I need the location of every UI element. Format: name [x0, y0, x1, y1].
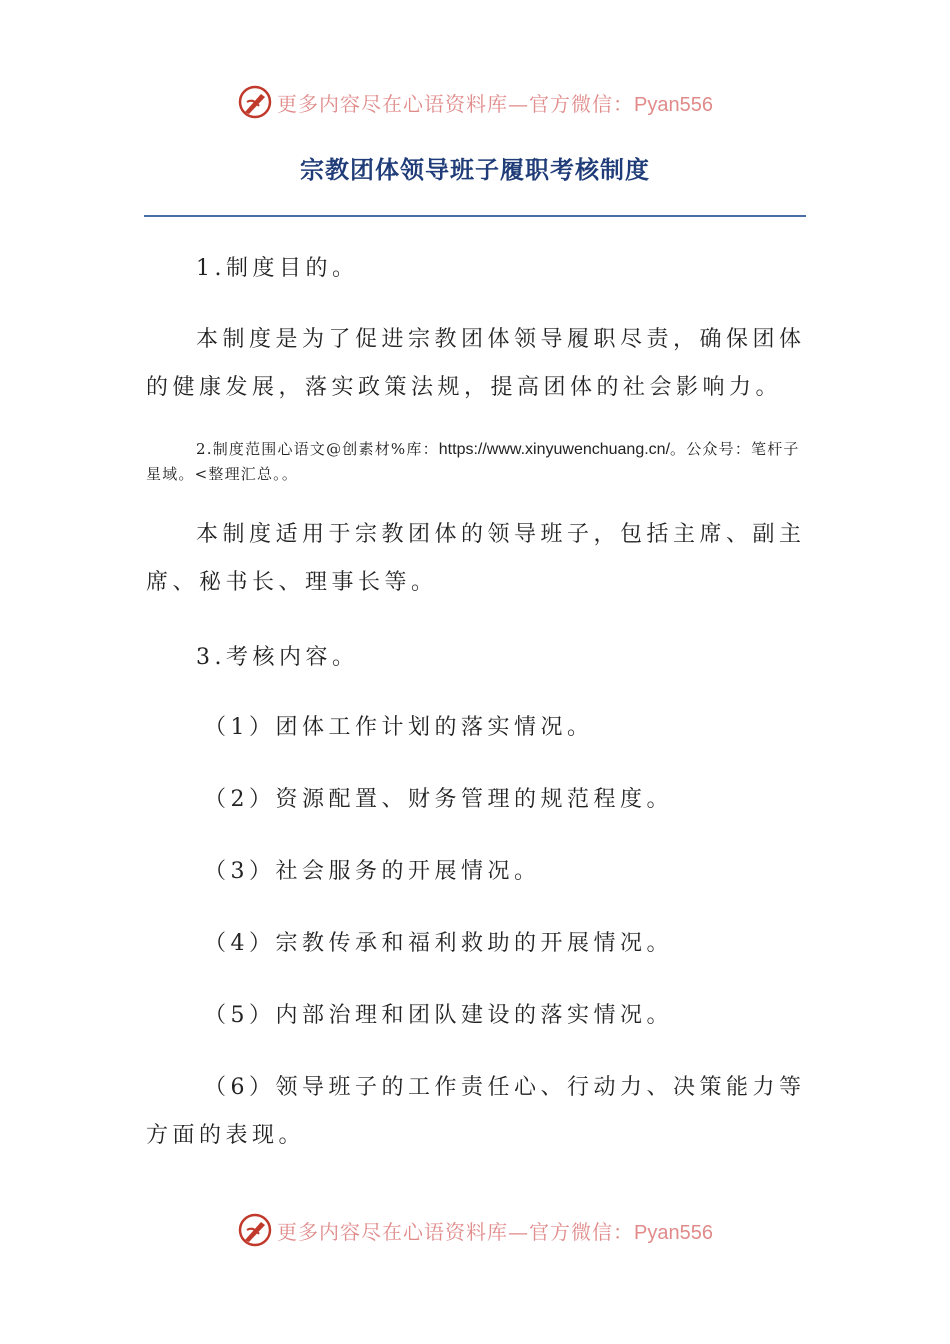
paragraph-content-heading: 3.考核内容。: [196, 645, 359, 670]
scope-url: https://www.xinyuwenchuang.cn/: [438, 441, 671, 458]
header-banner: [0, 82, 950, 122]
list-item-3: （3）社会服务的开展情况。: [204, 859, 541, 884]
banner-label: 更多内容尽在心语资料库—官方微信：: [277, 1219, 635, 1244]
banner-text: [277, 88, 713, 117]
banner-label: 更多内容尽在心语资料库—官方微信：: [277, 91, 635, 116]
list-item-5: （5）内部治理和团队建设的落实情况。: [204, 1003, 673, 1028]
scope-suffix: 。公众号：笔杆子星域。<整理汇总。。: [146, 440, 800, 483]
banner-wechat: Pyan556: [634, 1221, 713, 1244]
paragraph-purpose-body: 本制度是为了促进宗教团体领导履职尽责，确保团体的健康发展，落实政策法规，提高团体的社会影响力。: [146, 327, 806, 400]
pen-logo-icon: [237, 1212, 273, 1248]
pen-logo-icon: [237, 84, 273, 120]
scope-prefix: 2.制度范围心语文@创素材%库：: [196, 440, 439, 458]
list-item-2: （2）资源配置、财务管理的规范程度。: [204, 787, 673, 812]
title-divider: [144, 215, 806, 217]
list-item-6: （6）领导班子的工作责任心、行动力、决策能力等方面的表现。: [146, 1075, 806, 1148]
paragraph-scope-body: 本制度适用于宗教团体的领导班子，包括主席、副主席、秘书长、理事长等。: [146, 522, 806, 595]
banner-text: [277, 1216, 713, 1245]
page-title: 宗教团体领导班子履职考核制度: [300, 156, 650, 184]
list-item-4: （4）宗教传承和福利救助的开展情况。: [204, 931, 673, 956]
list-item-1: （1）团体工作计划的落实情况。: [204, 715, 594, 740]
footer-banner: [0, 1210, 950, 1250]
paragraph-scope-heading: [146, 437, 806, 486]
paragraph-purpose-heading: 1.制度目的。: [196, 256, 359, 281]
banner-wechat: Pyan556: [634, 93, 713, 116]
